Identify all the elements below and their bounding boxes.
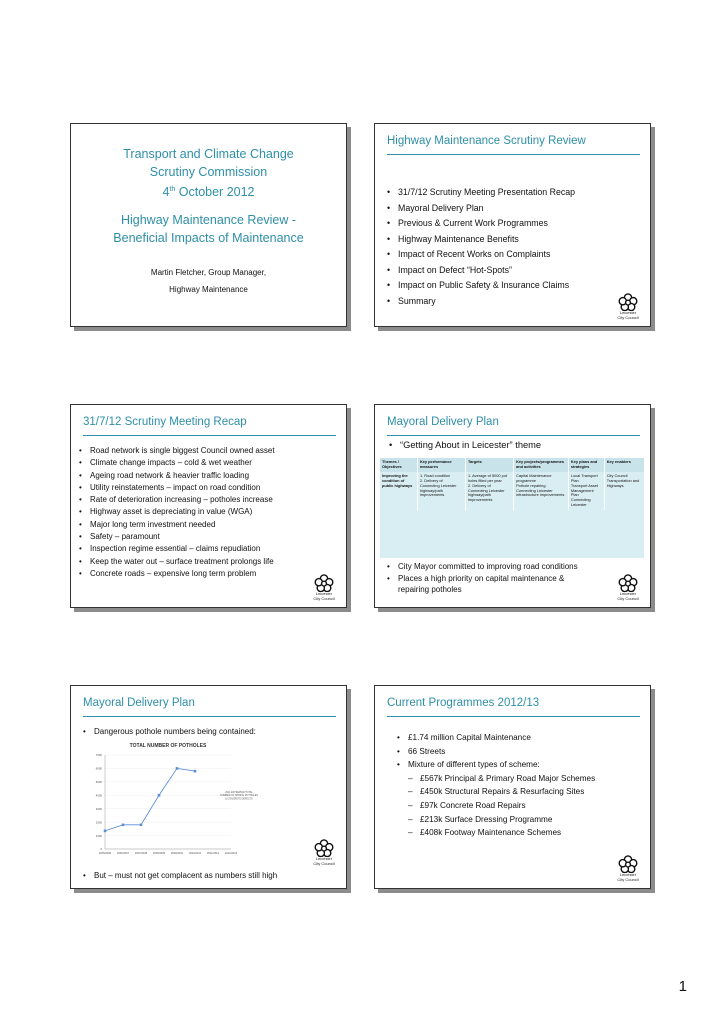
council-logo: Leicester City Council bbox=[614, 574, 642, 601]
pothole-bullet: • Dangerous pothole numbers being contained: bbox=[83, 726, 256, 737]
council-logo: Leicester City Council bbox=[614, 293, 642, 320]
y-tick-label: 6000 bbox=[95, 766, 102, 771]
agenda-item: • Impact on Defect “Hot-Spots” bbox=[387, 263, 575, 279]
programme-item: • Mixture of different types of scheme: bbox=[397, 758, 595, 772]
y-tick-label: 0 bbox=[100, 847, 102, 852]
data-point bbox=[104, 830, 107, 833]
data-point bbox=[140, 824, 143, 827]
slide-heading: Highway Maintenance Scrutiny Review bbox=[387, 135, 586, 147]
chart-annotation: 2011 ESTIMATED TOTAL NUMBER OF SPRING POTHOLES & CONCRETE DEFECTS bbox=[220, 791, 258, 801]
cinquefoil-icon bbox=[618, 855, 638, 873]
recap-item: • Rate of deterioration increasing – potholes increase bbox=[79, 494, 275, 506]
y-tick-label: 4000 bbox=[95, 793, 102, 798]
table-cell: Capital Maintenance programme Pothole repairing Connecting Leicester infrastructure improvements bbox=[514, 472, 569, 510]
page-number: 1 bbox=[678, 978, 687, 995]
slide-title bbox=[70, 123, 347, 327]
table-row bbox=[380, 472, 644, 510]
recap-item: • Ageing road network & heavier traffic loading bbox=[79, 470, 275, 482]
slide-heading: Mayoral Delivery Plan bbox=[83, 697, 195, 709]
caution-bullet: • But – must not get complacent as numbers still high bbox=[83, 870, 277, 881]
slide-heading: Current Programmes 2012/13 bbox=[387, 697, 540, 709]
agenda-list bbox=[387, 185, 575, 309]
agenda-item: • Summary bbox=[387, 294, 575, 310]
heading-rule bbox=[387, 154, 640, 155]
table-cell: Improving the condition of public highways bbox=[382, 472, 413, 488]
slide-current-programmes bbox=[374, 685, 651, 889]
council-logo: Leicester City Council bbox=[310, 574, 338, 601]
programme-item: – £567k Principal & Primary Road Major Schemes bbox=[397, 772, 595, 786]
agenda-item: • Impact of Recent Works on Complaints bbox=[387, 247, 575, 263]
table-header-row bbox=[380, 458, 644, 472]
table-header: Key projects/programmes and activities bbox=[514, 458, 569, 472]
programme-item: • 66 Streets bbox=[397, 745, 595, 759]
y-tick-label: 1000 bbox=[95, 833, 102, 838]
theme-bullet: • “Getting About in Leicester” theme bbox=[389, 439, 541, 451]
pothole-chart bbox=[91, 741, 266, 861]
recap-item: • Concrete roads – expensive long term problem bbox=[79, 568, 275, 580]
table-cell: 1. Average of 5000 pot holes filled per year 2. Delivery of Connecting Leicester highway/path improvements bbox=[466, 472, 514, 510]
y-tick-label: 3000 bbox=[95, 806, 102, 811]
cinquefoil-icon bbox=[314, 839, 334, 857]
pothole-line-chart bbox=[91, 741, 266, 861]
y-tick-label: 7000 bbox=[95, 753, 102, 758]
data-point bbox=[158, 794, 161, 797]
heading-rule bbox=[387, 716, 640, 717]
data-point bbox=[194, 770, 197, 773]
cinquefoil-icon bbox=[618, 293, 638, 311]
programme-list bbox=[397, 731, 595, 840]
heading-rule bbox=[83, 716, 336, 717]
table-header: Targets bbox=[466, 458, 514, 472]
recap-item: • Inspection regime essential – claims repudiation bbox=[79, 543, 275, 555]
x-tick-label: 2008/2009 bbox=[152, 852, 166, 855]
x-tick-label: 2005/2006 bbox=[98, 852, 112, 855]
heading-rule bbox=[83, 435, 336, 436]
agenda-item: • Impact on Public Safety & Insurance Claims bbox=[387, 278, 575, 294]
slide-heading: Mayoral Delivery Plan bbox=[387, 416, 499, 428]
programme-item: • £1.74 million Capital Maintenance bbox=[397, 731, 595, 745]
recap-list bbox=[79, 445, 275, 580]
table-header: Themes / Objectives bbox=[380, 458, 417, 472]
cinquefoil-icon bbox=[314, 574, 334, 592]
x-tick-label: 2012/2013 bbox=[224, 852, 238, 855]
table-cell: City Council Transportation and Highways bbox=[604, 472, 644, 510]
table-header: Key enablers bbox=[604, 458, 644, 472]
table-cell: Local Transport Plan Transport Asset Management Plan Connecting Leicester bbox=[568, 472, 604, 510]
series-line bbox=[105, 768, 195, 830]
presenter: Martin Fletcher, Group Manager, Highway Maintenance bbox=[150, 268, 267, 294]
delivery-plan-table bbox=[380, 458, 644, 558]
x-tick-label: 2006/2007 bbox=[116, 852, 130, 855]
recap-item: • Keep the water out – surface treatment prolongs life bbox=[79, 556, 275, 568]
commitment-list: • City Mayor committed to improving road conditions • Places a high priority on capital maintenance & repairing potholes bbox=[387, 561, 597, 596]
heading-rule bbox=[387, 435, 640, 436]
recap-item: • Utility reinstatements – impact on road condition bbox=[79, 482, 275, 494]
agenda-item: • 31/7/12 Scrutiny Meeting Presentation Recap bbox=[387, 185, 575, 201]
y-tick-label: 5000 bbox=[95, 780, 102, 785]
recap-item: • Road network is single biggest Council owned asset bbox=[79, 445, 275, 457]
cinquefoil-icon bbox=[618, 574, 638, 592]
programme-item: – £213k Surface Dressing Programme bbox=[397, 813, 595, 827]
table-cell: 1. Road condition 2. Delivery of Connecting Leicester highway/path improvements bbox=[417, 472, 465, 510]
slide-recap bbox=[70, 404, 347, 608]
x-tick-label: 2010/2011 bbox=[188, 852, 202, 855]
slide-agenda bbox=[374, 123, 651, 327]
x-tick-label: 2011/2012 bbox=[206, 852, 220, 855]
programme-item: – £408k Footway Maintenance Schemes bbox=[397, 826, 595, 840]
table-header: Key performance measures bbox=[417, 458, 465, 472]
recap-item: • Highway asset is depreciating in value (WGA) bbox=[79, 506, 275, 518]
recap-item: • Major long term investment needed bbox=[79, 519, 275, 531]
x-tick-label: 2007/2008 bbox=[134, 852, 148, 855]
meeting-date: 4th October 2012 bbox=[162, 185, 255, 200]
commission-title: Transport and Climate Change Scrutiny Commission 4th October 2012 bbox=[81, 145, 336, 201]
recap-item: • Safety – paramount bbox=[79, 531, 275, 543]
council-logo: Leicester City Council bbox=[310, 839, 338, 866]
data-point bbox=[122, 824, 125, 827]
review-title: Highway Maintenance Review - Beneficial Impacts of Maintenance bbox=[113, 213, 304, 245]
agenda-item: • Previous & Current Work Programmes bbox=[387, 216, 575, 232]
recap-item: • Climate change impacts – cold & wet weather bbox=[79, 457, 275, 469]
programme-item: – £97k Concrete Road Repairs bbox=[397, 799, 595, 813]
agenda-item: • Highway Maintenance Benefits bbox=[387, 232, 575, 248]
x-tick-label: 2009/2010 bbox=[170, 852, 184, 855]
agenda-item: • Mayoral Delivery Plan bbox=[387, 201, 575, 217]
data-point bbox=[176, 767, 179, 770]
y-tick-label: 2000 bbox=[95, 820, 102, 825]
table-header: Key plans and strategies bbox=[568, 458, 604, 472]
slide-heading: 31/7/12 Scrutiny Meeting Recap bbox=[83, 416, 247, 428]
programme-item: – £450k Structural Repairs & Resurfacing Sites bbox=[397, 785, 595, 799]
slide-mayoral-plan bbox=[374, 404, 651, 608]
chart-title: TOTAL NUMBER OF POTHOLES bbox=[129, 743, 207, 749]
slide-pothole-chart bbox=[70, 685, 347, 889]
council-logo: Leicester City Council bbox=[614, 855, 642, 882]
